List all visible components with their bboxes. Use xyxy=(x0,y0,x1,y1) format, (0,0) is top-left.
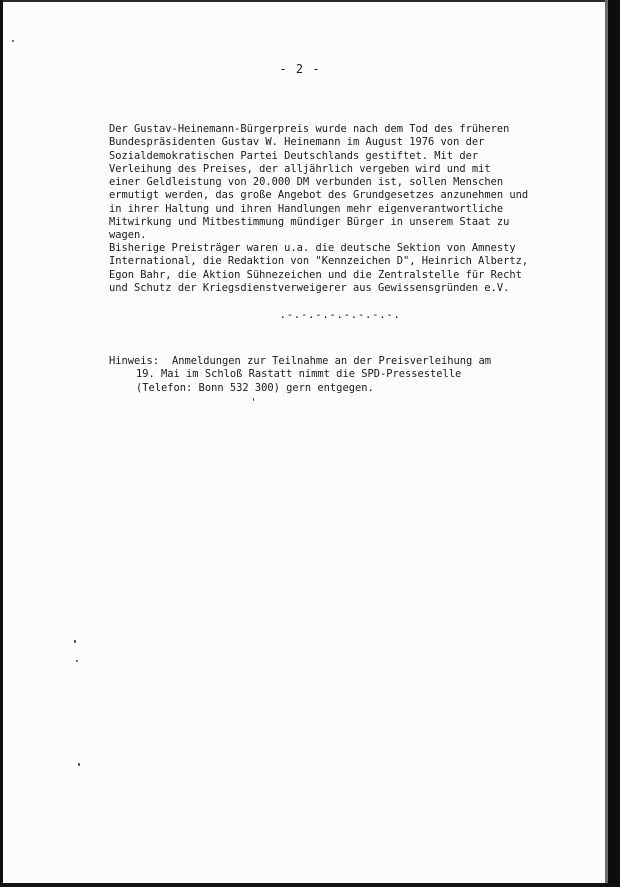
paragraph-line: Verleihung des Preises, der alljährlich vergeben wird und mit xyxy=(109,162,491,175)
note-label: Hinweis: xyxy=(109,355,160,367)
note-line: (Telefon: Bonn 532 300) gern entgegen. xyxy=(136,381,374,394)
scan-speck xyxy=(74,640,76,643)
note-line: 19. Mai im Schloß Rastatt nimmt die SPD-Pressestelle xyxy=(136,368,462,381)
section-separator: .-.-.-.-.-.-.-.-. xyxy=(279,308,401,321)
paragraph-line: Egon Bahr, die Aktion Sühnezeichen und die Zentralstelle für Recht xyxy=(109,268,522,281)
scan-border-top xyxy=(0,0,620,2)
paragraph-line: in ihrer Haltung und ihren Handlungen mehr eigenverantwortliche xyxy=(109,202,504,215)
paragraph-prize-description xyxy=(109,123,579,243)
paragraph-line: ermutigt werden, das große Angebot des Grundgesetzes anzunehmen und xyxy=(109,189,529,202)
note-line: Anmeldungen zur Teilnahme an der Preisverleihung am xyxy=(172,355,492,367)
paragraph-line: Bundespräsidenten Gustav W. Heinemann im August 1976 von der xyxy=(109,136,485,149)
scan-speck xyxy=(253,398,254,401)
scan-speck xyxy=(78,763,80,766)
paragraph-line: Mitwirkung und Mitbestimmung mündiger Bürger in unserem Staat zu xyxy=(109,216,510,229)
paragraph-line: wagen. xyxy=(109,229,147,242)
paragraph-line: Der Gustav-Heinemann-Bürgerpreis wurde nach dem Tod des früheren xyxy=(109,123,510,135)
page-number: - 2 - xyxy=(279,62,321,76)
paragraph-line: einer Geldleistung von 20.000 DM verbunden ist, sollen Menschen xyxy=(109,176,504,189)
paragraph-line: International, die Redaktion von "Kennzeichen D", Heinrich Albertz, xyxy=(109,255,529,268)
scan-border-left xyxy=(0,0,3,887)
scan-speck xyxy=(76,660,78,662)
scan-border-bottom xyxy=(0,883,620,887)
scan-border-right xyxy=(608,0,620,887)
paragraph-previous-winners xyxy=(109,242,579,295)
paragraph-line: Sozialdemokratischen Partei Deutschlands gestiftet. Mit der xyxy=(109,149,479,162)
note-body xyxy=(136,355,492,395)
paragraph-line: und Schutz der Kriegsdienstverweigerer aus Gewissensgründen e.V. xyxy=(109,281,510,294)
paragraph-line: Bisherige Preisträger waren u.a. die deutsche Sektion von Amnesty xyxy=(109,242,516,254)
scan-speck xyxy=(12,40,14,42)
